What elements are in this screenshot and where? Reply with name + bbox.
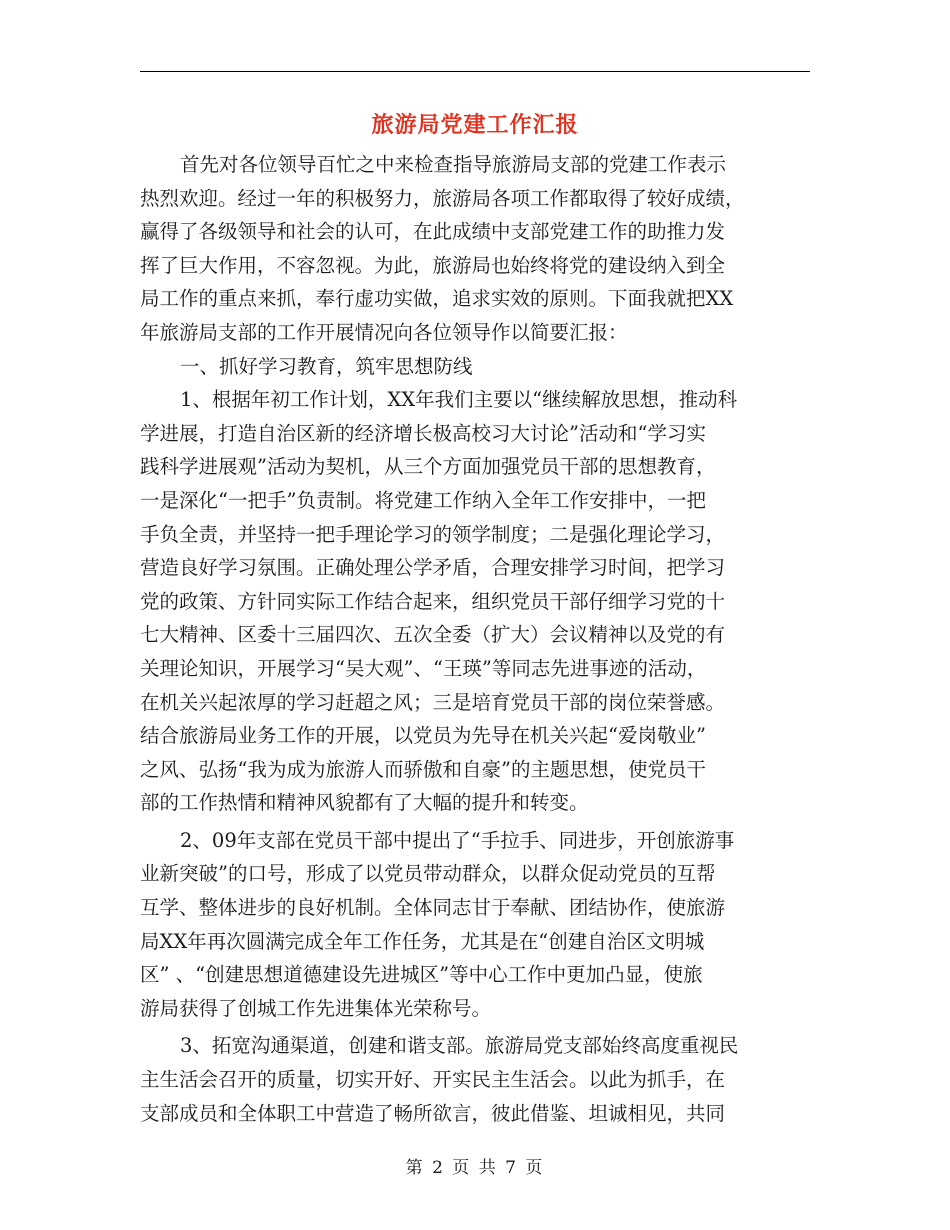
paragraph-line: 年旅游局支部的工作开展情况向各位领导作以简要汇报： — [140, 320, 628, 344]
paragraph-line: 手负全责，并坚持一把手理论学习的领学制度；二是强化理论学习， — [140, 522, 726, 546]
paragraph-line: 党的政策、方针同实际工作结合起来，组织党员干部仔细学习党的十 — [140, 589, 726, 613]
paragraph-line: 区” 、“创建思想道德建设先进城区”等中心工作中更加凸显，使旅 — [140, 963, 703, 987]
paragraph-line: 结合旅游局业务工作的开展，以党员为先导在机关兴起“爱岗敬业” — [140, 724, 706, 748]
paragraph-line: 践科学进展观”活动为契机，从三个方面加强党员干部的思想教育， — [140, 455, 716, 479]
paragraph-line: 游局获得了创城工作先进集体光荣称号。 — [140, 996, 492, 1020]
paragraph-line: 在机关兴起浓厚的学习赶超之风；三是培育党员干部的岗位荣誉感。 — [140, 690, 726, 714]
paragraph-line: 2、09年支部在党员干部中提出了“手拉手、同进步，开创旅游事 — [180, 828, 735, 852]
paragraph-line: 七大精神、区委十三届四次、五次全委（扩大）会议精神以及党的有 — [140, 623, 726, 647]
page-number-footer: 第 2 页 共 7 页 — [405, 1158, 545, 1178]
paragraph-line: 之风、弘扬“我为成为旅游人而骄傲和自豪”的主题思想，使党员干 — [140, 757, 706, 781]
paragraph-line: 互学、整体进步的良好机制。全体同志甘于奉献、团结协作，使旅游 — [140, 896, 726, 920]
paragraph-line: 挥了巨大作用，不容忽视。为此，旅游局也始终将党的建设纳入到全 — [140, 253, 726, 277]
paragraph-line: 一是深化“一把手”负责制。将党建工作纳入全年工作安排中，一把 — [140, 488, 706, 512]
paragraph-line: 部的工作热情和精神风貌都有了大幅的提升和转变。 — [140, 791, 589, 815]
paragraph-line: 学进展，打造自治区新的经济增长极高校习大讨论”活动和“学习实 — [140, 421, 706, 445]
paragraph-line: 3、拓宽沟通渠道，创建和谐支部。旅游局党支部始终高度重视民 — [180, 1034, 739, 1058]
paragraph-line: 1、根据年初工作计划，XX年我们主要以“继续解放思想，推动科 — [180, 388, 738, 412]
header-rule — [140, 71, 810, 72]
document-title: 旅游局党建工作汇报 — [371, 112, 579, 138]
paragraph-line: 支部成员和全体职工中营造了畅所欲言，彼此借鉴、坦诚相见，共同 — [140, 1101, 726, 1125]
section-heading: 一、抓好学习教育，筑牢思想防线 — [180, 354, 473, 378]
paragraph-line: 营造良好学习氛围。正确处理公学矛盾，合理安排学习时间，把学习 — [140, 556, 726, 580]
paragraph-line: 局XX年再次圆满完成全年工作任务，尤其是在“创建自治区文明城 — [140, 929, 705, 953]
paragraph-line: 业新突破”的口号，形成了以党员带动群众，以群众促动党员的互帮 — [140, 862, 716, 886]
paragraph-line: 关理论知识，开展学习“吴大观”、“王瑛”等同志先进事迹的活动， — [140, 656, 707, 680]
paragraph-line: 热烈欢迎。经过一年的积极努力，旅游局各项工作都取得了较好成绩， — [140, 186, 745, 210]
paragraph-line: 主生活会召开的质量，切实开好、开实民主生活会。以此为抓手，在 — [140, 1068, 726, 1092]
document-body — [140, 148, 810, 1130]
paragraph-line: 首先对各位领导百忙之中来检查指导旅游局支部的党建工作表示 — [180, 153, 727, 176]
paragraph-line: 局工作的重点来抓，奉行虚功实做，追求实效的原则。下面我就把XX — [140, 287, 734, 311]
paragraph-line: 赢得了各级领导和社会的认可，在此成绩中支部党建工作的助推力发 — [140, 220, 726, 244]
